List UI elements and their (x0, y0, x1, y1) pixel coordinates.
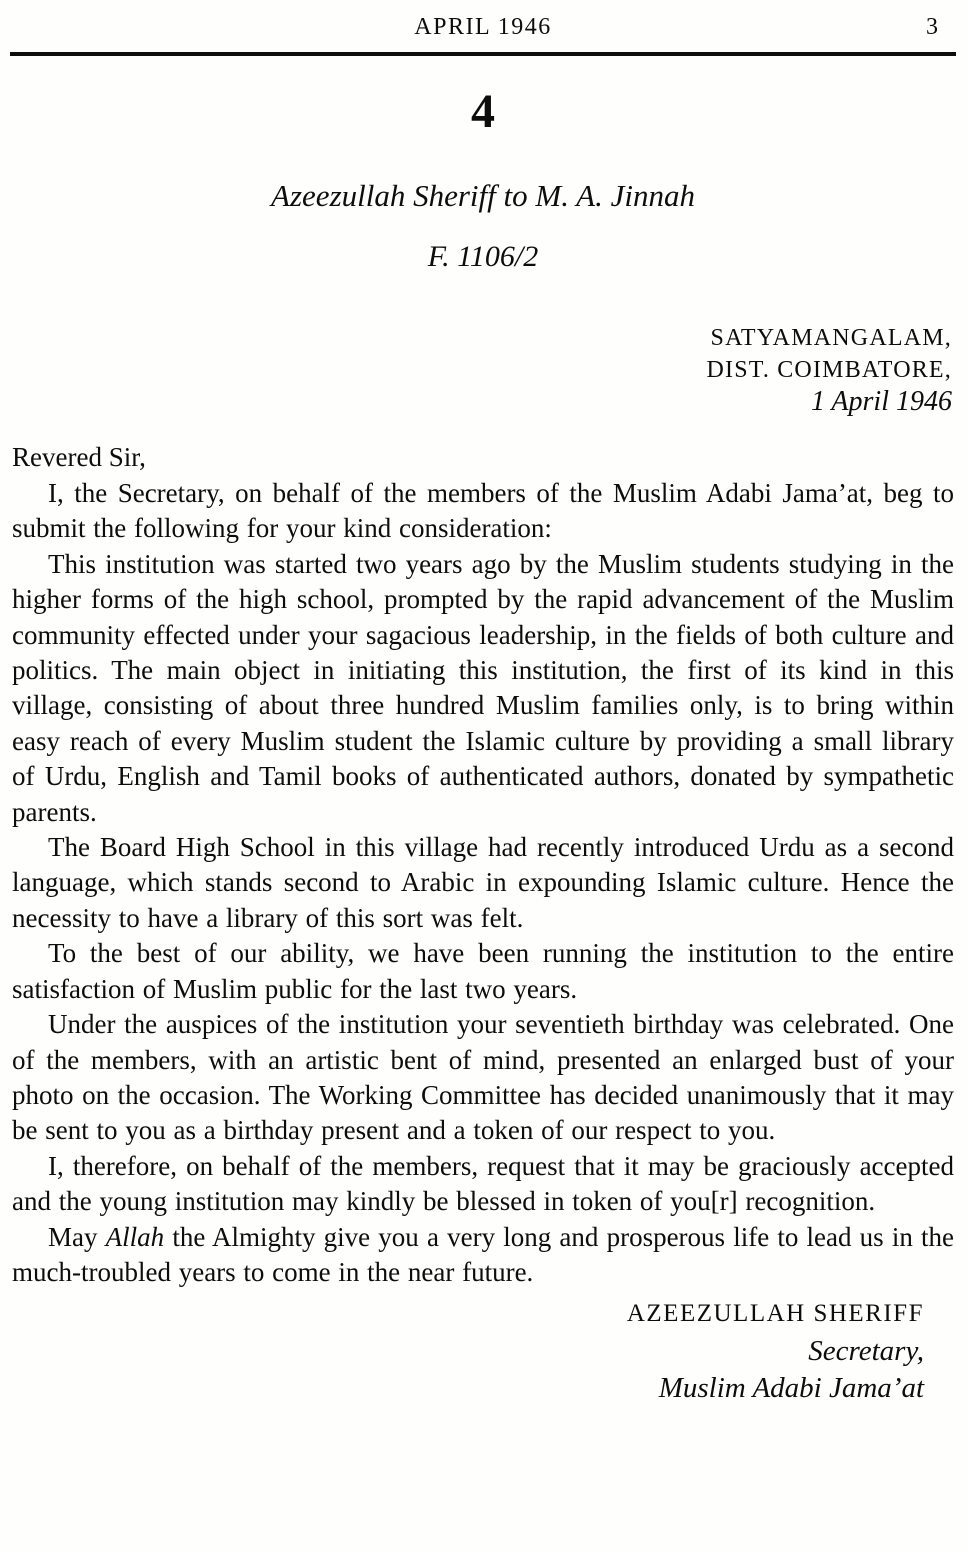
closing-italic-word: Allah (105, 1221, 165, 1252)
closing-suffix: the Almighty give you a very long and prosperous life to lead us in the much-troubled years to come in the near future. (12, 1221, 954, 1287)
paragraph: I, the Secretary, on behalf of the members of the Muslim Adabi Jama’at, beg to submit the following for your kind consideration: (12, 478, 954, 544)
dateline-place-line2: DIST. COIMBATORE, (706, 357, 952, 383)
signature-role: Secretary, (808, 1335, 924, 1368)
paragraph: This institution was started two years ago by the Muslim students studying in the higher forms of the high school, prompted by the rapid advancement of the Muslim community effected under your sagacious leadership, in the fields of both culture and politics. The main object in initiating this institution, the first of its kind in this village, consisting of about three hundred Muslim families only, is to bring within easy reach of every Muslim student the Islamic culture by providing a small library of Urdu, English and Tamil books of authenticated authors, donated by sympathetic parents. (12, 548, 954, 827)
document-number: 4 (471, 85, 495, 138)
dateline-place-line1: SATYAMANGALAM, (710, 325, 952, 351)
dateline (12, 322, 954, 418)
paragraph: The Board High School in this village had recently introduced Urdu as a second language, which stands second to Arabic in expounding Islamic culture. Hence the necessity to have a library of this sort was felt. (12, 832, 954, 933)
page-number: 3 (926, 14, 938, 40)
salutation: Revered Sir, (12, 442, 146, 472)
signature-name: AZEEZULLAH SHERIFF (626, 1300, 924, 1328)
running-title: APRIL 1946 (414, 14, 552, 40)
paragraph: I, therefore, on behalf of the members, request that it may be graciously accepted and the young institution may kindly be blessed in token of you[r] recognition. (12, 1150, 954, 1217)
closing-paragraph (12, 1220, 954, 1291)
signature-organization: Muslim Adabi Jama’at (658, 1372, 924, 1405)
signature-block (12, 1300, 954, 1405)
header-rule (10, 52, 956, 56)
closing-prefix: May (48, 1221, 106, 1252)
paragraph: Under the auspices of the institution your seventieth birthday was celebrated. One of the members, with an artistic bent of mind, presented an enlarged bust of your photo on the occasion. The Working Committee has decided unanimously that it may be sent to you as a birthday present and a token of our respect to you. (12, 1009, 954, 1146)
file-reference: F. 1106/2 (427, 240, 539, 273)
document-title: Azeezullah Sheriff to M. A. Jinnah (271, 178, 695, 213)
paragraph: To the best of our ability, we have been running the institution to the entire satisfaction of Muslim public for the last two years. (12, 938, 954, 1004)
running-head (12, 12, 954, 42)
dateline-date: 1 April 1946 (810, 386, 952, 417)
letter-body (12, 476, 954, 1290)
